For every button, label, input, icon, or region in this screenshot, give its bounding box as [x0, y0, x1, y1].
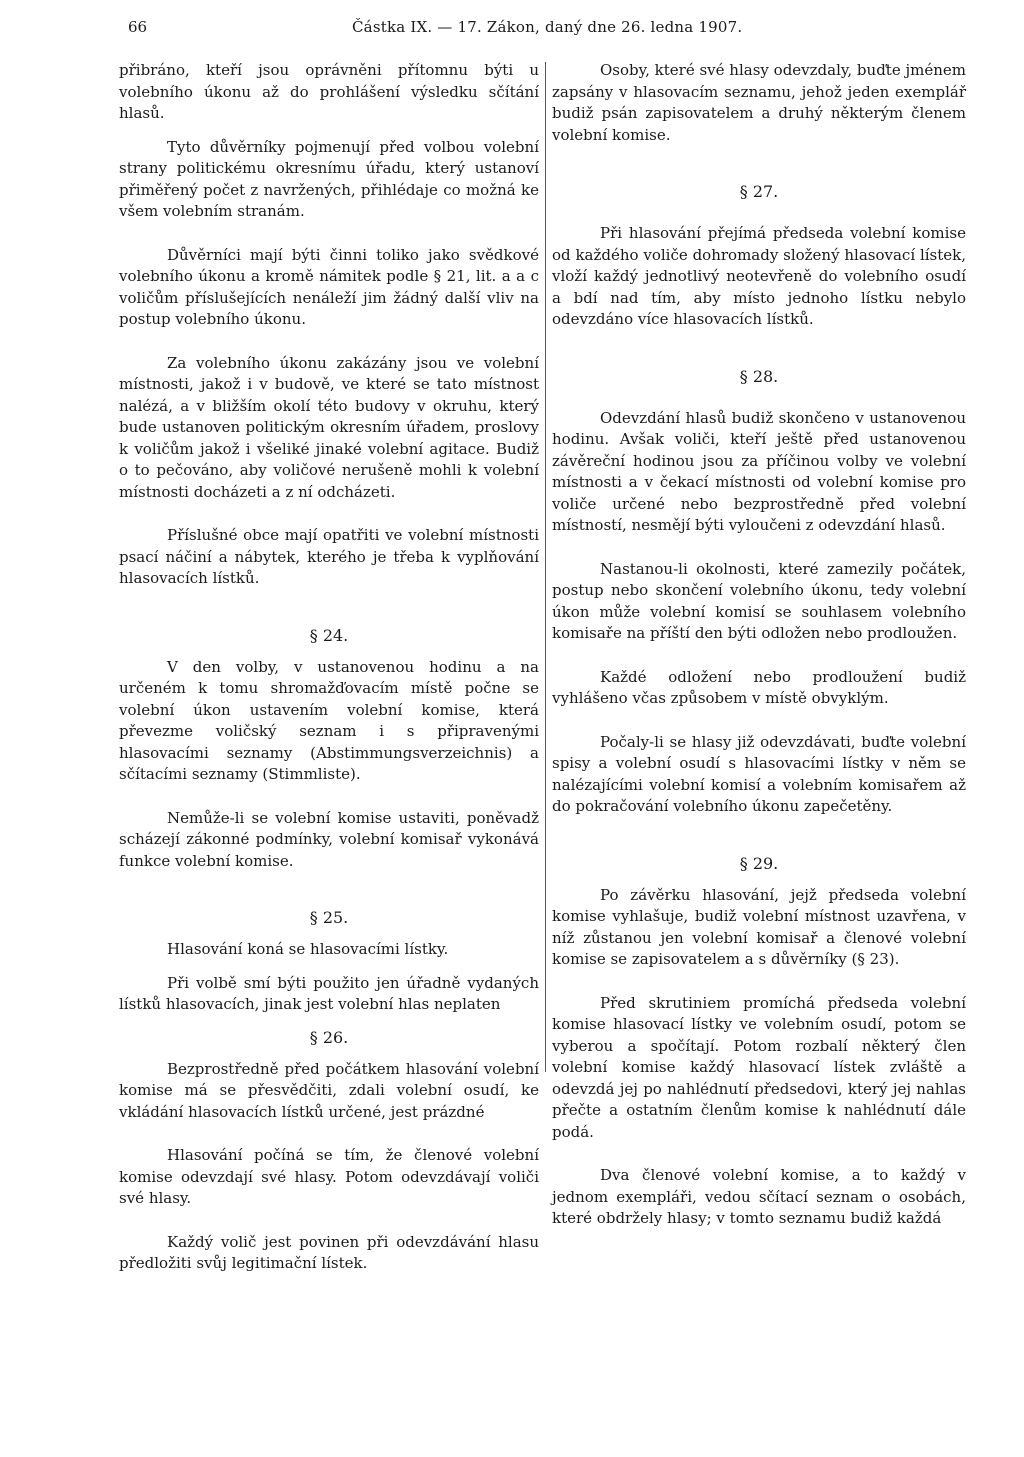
paragraph: Po závěrku hlasování, jejž předseda volební komise vyhlašuje, budiž volební místnost uzavřena, v níž zůstanou jen volební komisař a členové volební komise se zapisovatelem a s důvěrníky (§ 23).: [552, 885, 966, 968]
paragraph: Příslušné obce mají opatřiti ve volební místnosti psací náčiní a nábytek, kterého je třeba k vyplňování hlasovacích lístků.: [119, 526, 539, 587]
paragraph: Za volebního úkonu zakázány jsou ve volební místnosti, jakož i v budově, ve které se tato místnost nalézá, a v bližším okolí této budovy v okruhu, který bude ustanoven politickým okresním úřadem, proslovy k voličům jakož i všeliké jinaké volební agitace. Budiž o to pečováno, aby voličové nerušeně mohli k volební místnosti docházeti a z ní odcházeti.: [119, 353, 539, 501]
paragraph: V den volby, v ustanovenou hodinu a na určeném k tomu shromažďovacím místě počne se volební úkon ustavením volební komise, která převezme voličský seznam i s připravenými hlasovacími seznamy (Abstimmungsverzeichnis) a sčítacími seznamy (Stimmliste).: [119, 657, 539, 783]
page-header: [0, 18, 1024, 42]
section-heading: § 28.: [739, 366, 779, 386]
paragraph: Nemůže-li se volební komise ustaviti, poněvadž scházejí zákonné podmínky, volební komisař vykonává funkce volební komise.: [119, 808, 539, 870]
section-heading: § 27.: [739, 182, 779, 201]
paragraph: přibráno, kteří jsou oprávněni přítomnu býti u volebního úkonu až do prohlášení výsledku sčítání hlasů.: [119, 61, 539, 122]
section-heading: § 25.: [309, 908, 349, 927]
section-heading: § 29.: [739, 853, 779, 873]
paragraph: Počaly-li se hlasy již odevzdávati, buďte volební spisy a volební osudí s hlasovacími lístky v něm se nalézajícími volební komisí a volebním komisařem až do pokračování volebního úkonu zapečetěny.: [552, 732, 966, 815]
paragraph: Osoby, které své hlasy odevzdaly, buďte jménem zapsány v hlasovacím seznamu, jehož jeden exemplář budiž psán zapisovatelem a druhý některým členem volební komise.: [552, 61, 966, 144]
page-number: 66: [128, 18, 148, 36]
paragraph: Před skrutiniem promíchá předseda volební komise hlasovací lístky ve volebním osudí, potom se vyberou a spočítají. Potom rozbalí některý člen volební komise každý hlasovací lístek zvláště a odevzdá jej po nahlédnutí předsedovi, který jej nahlas přečte a ostatním členům komise k nahlédnutí dále podá.: [552, 993, 966, 1141]
paragraph: Důvěrníci mají býti činni toliko jako svědkové volebního úkonu a kromě námitek podle § 21, lit. a a c voličům příslušejících nenáleží jim žádný další vliv na postup volebního úkonu.: [119, 245, 539, 328]
section-heading: § 24.: [309, 625, 349, 645]
paragraph: Bezprostředně před počátkem hlasování volební komise má se přesvědčiti, zdali volební osudí, ke vkládání hlasovacích lístků určené, jest prázdné: [119, 1059, 539, 1121]
running-title: Částka IX. — 17. Zákon, daný dne 26. ledna 1907.: [352, 18, 743, 36]
section-heading: § 26.: [309, 1027, 349, 1047]
paragraph: Odevzdání hlasů budiž skončeno v ustanovenou hodinu. Avšak voliči, kteří ještě před ustanovenou závěreční hodinou jsou za příčinou volby ve volební místnosti a v čekací místnosti od volební komise pro voliče určené nebo bezprostředně před volební místností, nesmějí býti vyloučeni z odevzdání hlasů.: [552, 408, 966, 534]
paragraph: Každé odložení nebo prodloužení budiž vyhlášeno včas způsobem v místě obvyklým.: [552, 667, 966, 707]
paragraph: Hlasování počíná se tím, že členové volební komise odevzdají své hlasy. Potom odevzdávají voliči své hlasy.: [119, 1146, 539, 1207]
column-divider: [545, 62, 546, 1072]
paragraph: Při hlasování přejímá předseda volební komise od každého voliče dohromady složený hlasovací lístek, vloží každý jednotlivý neotevřeně do volebního osudí a bdí nad tím, aby místo jednoho lístku nebylo odevzdáno více hlasovacích lístků.: [552, 224, 966, 328]
paragraph: Hlasování koná se hlasovacími lístky.: [167, 940, 449, 958]
paragraph: Při volbě smí býti použito jen úřadně vydaných lístků hlasovacích, jinak jest volební hlas neplaten: [119, 973, 539, 1013]
paragraph: Tyto důvěrníky pojmenují před volbou volební strany politickému okresnímu úřadu, který ustanoví přiměřený počet z navržených, přihlédaje co možná ke všem volebním stranám.: [119, 137, 539, 220]
paragraph: Nastanou-li okolnosti, které zamezily počátek, postup nebo skončení volebního úkonu, tedy volební úkon může volební komisí se souhlasem volebního komisaře na příští den býti odložen nebo prodloužen.: [552, 559, 966, 642]
paragraph: Každý volič jest povinen při odevzdávání hlasu předložiti svůj legitimační lístek.: [119, 1232, 539, 1272]
paragraph: Dva členové volební komise, a to každý v jednom exempláři, vedou sčítací seznam o osobách, které obdržely hlasy; v tomto seznamu budiž každá: [552, 1166, 966, 1227]
left-column: [119, 60, 539, 1275]
right-column: [552, 60, 966, 1230]
